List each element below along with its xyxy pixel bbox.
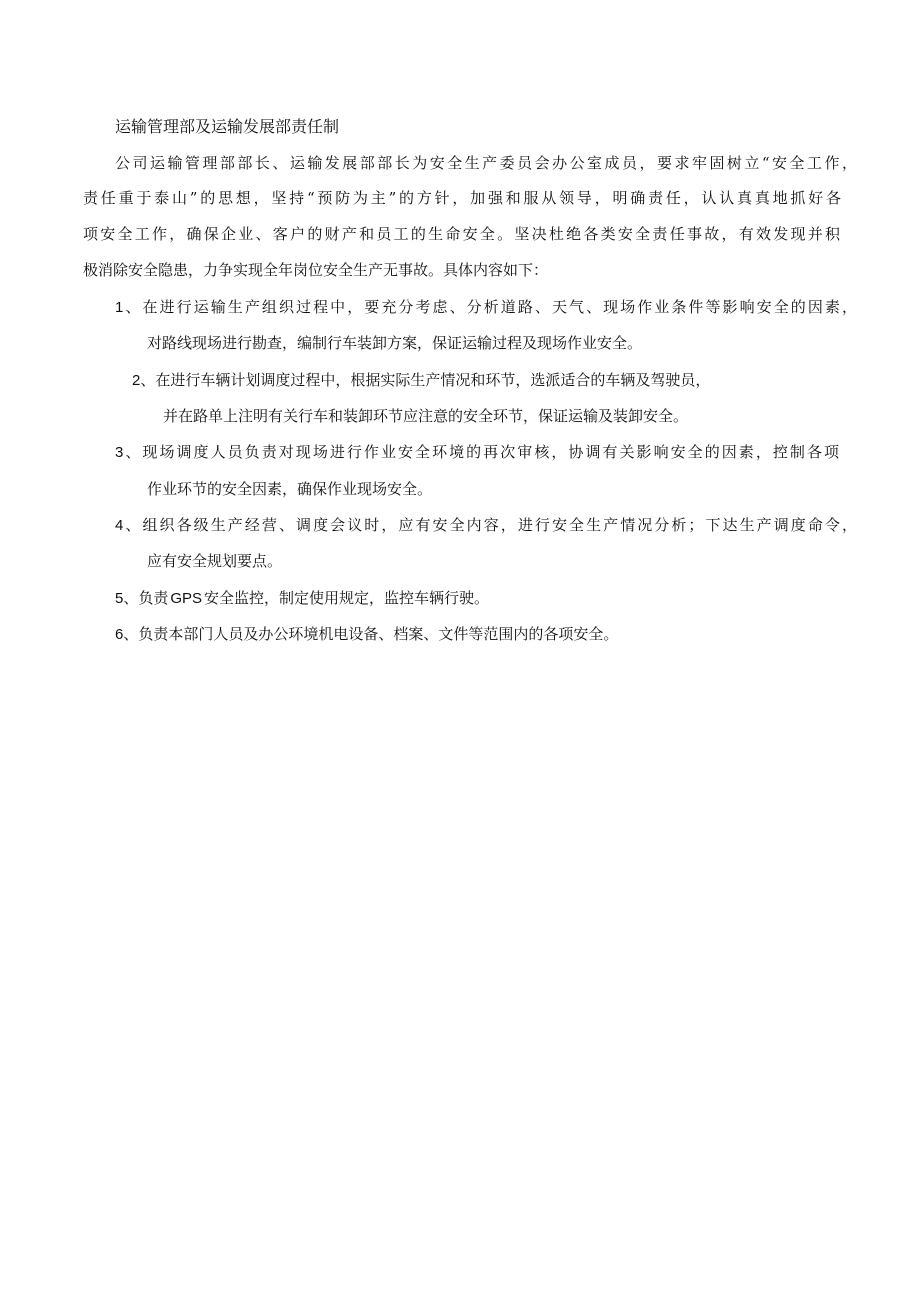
list-item-4-line-2: 应有安全规划要点。	[147, 552, 283, 570]
list-item-1-line-1	[115, 296, 857, 319]
list-item-1-line-2: 对路线现场进行勘查，编制行车装卸方案，保证运输过程及现场作业安全。	[147, 334, 643, 352]
list-item-number: 1	[115, 299, 124, 316]
intro-line-1: 公司运输管理部部长、运输发展部部长为安全生产委员会办公室成员，要求牢固树立“安全工作，	[115, 154, 857, 172]
gps-label: GPS	[170, 590, 203, 607]
list-item-2-line-1	[132, 369, 710, 392]
list-item-text: 、组织各级生产经营、调度会议时，应有安全内容，进行安全生产情况分析；下达生产调度命令，	[123, 516, 857, 534]
list-item-text: 、负责本部门人员及办公环境机电设备、档案、文件等范围内的各项安全。	[123, 625, 619, 643]
list-item-number: 4	[115, 517, 124, 534]
list-item-text: 、现场调度人员负责对现场进行作业安全环境的再次审核，协调有关影响安全的因素，控制各项	[123, 443, 839, 461]
list-item-5-line-1	[115, 587, 489, 610]
intro-line-4: 极消除安全隐患，力争实现全年岗位安全生产无事故。具体内容如下：	[83, 261, 549, 279]
list-item-6-line-1	[115, 623, 618, 646]
list-item-3-line-1	[115, 441, 839, 464]
list-item-number: 3	[115, 444, 124, 461]
list-item-text: 、负责	[123, 589, 169, 607]
list-item-3-line-2: 作业环节的安全因素，确保作业现场安全。	[147, 480, 433, 498]
list-item-text: 、在进行车辆计划调度过程中，根据实际生产情况和环节，选派适合的车辆及驾驶员，	[140, 371, 711, 389]
intro-line-3: 项安全工作，确保企业、客户的财产和员工的生命安全。坚决杜绝各类安全责任事故，有效发现并积	[83, 225, 840, 243]
intro-line-2: 责任重于泰山”的思想，坚持“预防为主”的方针，加强和服从领导，明确责任，认认真真地抓好各	[83, 189, 841, 207]
list-item-number: 2	[132, 372, 141, 389]
list-item-2-line-2: 并在路单上注明有关行车和装卸环节应注意的安全环节，保证运输及装卸安全。	[163, 407, 689, 425]
list-item-number: 6	[115, 626, 124, 643]
list-item-text: 安全监控，制定使用规定，监控车辆行驶。	[204, 589, 490, 607]
list-item-number: 5	[115, 590, 124, 607]
document-title: 运输管理部及运输发展部责任制	[115, 117, 340, 136]
list-item-text: 、在进行运输生产组织过程中，要充分考虑、分析道路、天气、现场作业条件等影响安全的因素，	[123, 298, 857, 316]
list-item-4-line-1	[115, 514, 857, 537]
